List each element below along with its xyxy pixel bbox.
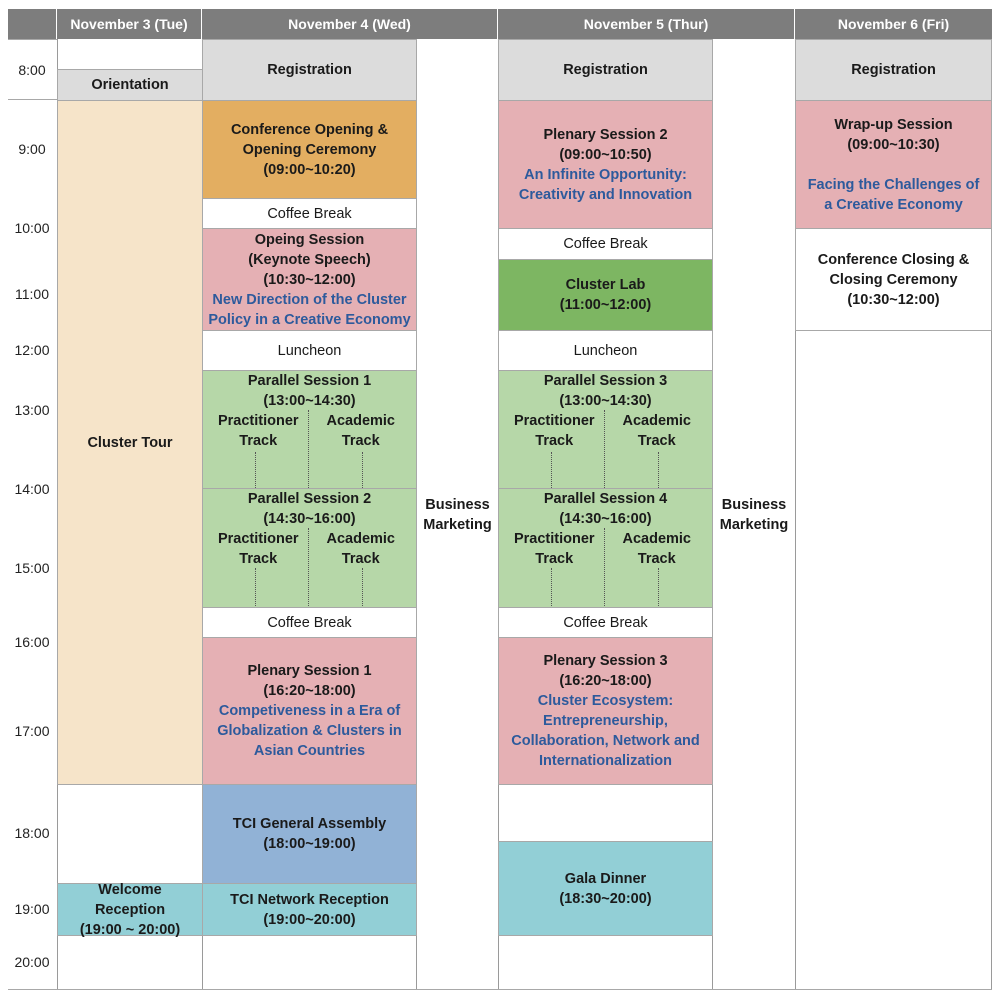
cluster-tour-label: Cluster Tour xyxy=(87,434,173,451)
fri-registration-label: Registration xyxy=(851,62,936,78)
coffee-break-label: Coffee Break xyxy=(563,614,648,631)
practitioner-track: Practitioner Track xyxy=(513,413,595,449)
plenary2-time: (09:00~10:50) xyxy=(559,146,652,163)
time-label: 15:00 xyxy=(14,560,50,576)
ps3-time: (13:00~14:30) xyxy=(559,393,652,409)
cluster-lab-block xyxy=(498,259,713,331)
dotted-divider xyxy=(308,410,309,488)
dotted-divider xyxy=(604,410,605,488)
plenary2-title: Plenary Session 2 xyxy=(543,126,668,143)
practitioner-track: Practitioner Track xyxy=(513,531,595,567)
ps2-time: (14:30~16:00) xyxy=(263,511,356,527)
day-header-nov3: November 3 (Tue) xyxy=(57,9,202,39)
cluster-lab-title: Cluster Lab xyxy=(565,277,646,293)
orientation-block xyxy=(57,69,203,101)
wed-luncheon-block xyxy=(202,330,417,371)
time-label: 16:00 xyxy=(14,634,50,650)
academic-track: Academic Track xyxy=(326,413,395,449)
network-reception-time: (19:00~20:00) xyxy=(263,911,356,928)
thu-coffee-break-1 xyxy=(498,228,713,260)
plenary1-topic-1: Competiveness in a Era of xyxy=(218,703,401,719)
welcome-reception-block xyxy=(57,883,203,936)
opening-time: (09:00~10:20) xyxy=(263,161,356,178)
time-divider xyxy=(8,99,57,100)
ps3-title: Parallel Session 3 xyxy=(543,373,668,389)
plenary3-time: (16:20~18:00) xyxy=(559,673,652,689)
wrapup-title: Wrap-up Session xyxy=(834,116,953,133)
fri-registration-block xyxy=(795,39,992,101)
time-label: 19:00 xyxy=(14,901,50,917)
dotted-divider xyxy=(308,528,309,606)
plenary2-topic-2: Creativity and Innovation xyxy=(518,186,693,203)
plenary1-topic-2: Globalization & Clusters in xyxy=(217,723,402,739)
dotted-divider xyxy=(604,528,605,606)
academic-track: Academic Track xyxy=(326,531,395,567)
dotted-divider xyxy=(362,452,363,488)
wed-coffee-break-2 xyxy=(202,607,417,638)
opening-session-topic-2: Policy in a Creative Economy xyxy=(208,311,411,328)
gala-dinner-title: Gala Dinner xyxy=(564,870,647,887)
coffee-break-label: Coffee Break xyxy=(267,614,352,631)
wrapup-time: (09:00~10:30) xyxy=(847,136,940,153)
ps1-tracks xyxy=(207,411,412,451)
marketing-label: Marketing xyxy=(719,517,789,533)
wed-registration-block xyxy=(202,39,417,101)
coffee-break-label: Coffee Break xyxy=(267,205,352,222)
academic-track: Academic Track xyxy=(622,531,691,567)
opening-session-block xyxy=(202,228,417,331)
ps4-tracks xyxy=(503,529,708,569)
opening-session-time: (10:30~12:00) xyxy=(263,271,356,288)
tci-general-assembly-block xyxy=(202,784,417,884)
parallel-session-3-block xyxy=(498,370,713,489)
academic-track: Academic Track xyxy=(622,413,691,449)
parallel-session-4-block xyxy=(498,488,713,608)
plenary1-title: Plenary Session 1 xyxy=(247,663,372,679)
time-label: 20:00 xyxy=(14,954,50,970)
luncheon-label: Luncheon xyxy=(277,342,342,359)
ps4-time: (14:30~16:00) xyxy=(559,511,652,527)
ps3-tracks xyxy=(503,411,708,451)
wed-registration-label: Registration xyxy=(267,62,352,78)
time-divider xyxy=(8,39,57,40)
tci-network-reception-block xyxy=(202,883,417,936)
opening-session-subtitle: (Keynote Speech) xyxy=(248,251,371,268)
plenary3-topic-1: Cluster Ecosystem: xyxy=(537,693,674,709)
conference-opening-block xyxy=(202,100,417,199)
wed-coffee-break-1 xyxy=(202,198,417,229)
coffee-break-label: Coffee Break xyxy=(563,236,648,252)
plenary-session-1-block xyxy=(202,637,417,785)
network-reception-title: TCI Network Reception xyxy=(230,891,389,908)
plenary-session-3-block xyxy=(498,637,713,785)
cluster-tour-block xyxy=(57,100,203,785)
time-label: 17:00 xyxy=(14,723,50,739)
thu-luncheon-block xyxy=(498,330,713,371)
business-label: Business xyxy=(721,497,787,513)
ps4-title: Parallel Session 4 xyxy=(543,491,668,507)
wed-business-marketing xyxy=(417,490,498,540)
opening-session-title: Opeing Session xyxy=(254,231,365,248)
plenary3-topic-3: Collaboration, Network and xyxy=(511,733,700,749)
opening-title-1: Conference Opening & xyxy=(230,121,389,138)
day-header-nov4: November 4 (Wed) xyxy=(202,9,498,39)
marketing-label: Marketing xyxy=(423,517,492,533)
time-label: 14:00 xyxy=(14,481,50,497)
closing-time: (10:30~12:00) xyxy=(847,291,940,308)
closing-title-2: Closing Ceremony xyxy=(829,271,958,288)
ps2-tracks xyxy=(207,529,412,569)
ps1-time: (13:00~14:30) xyxy=(263,393,356,409)
time-label: 12:00 xyxy=(14,342,50,358)
time-label: 9:00 xyxy=(18,141,46,157)
day-header-nov6: November 6 (Fri) xyxy=(795,9,992,39)
cluster-lab-time: (11:00~12:00) xyxy=(559,297,652,313)
plenary2-topic-1: An Infinite Opportunity: xyxy=(524,166,687,183)
time-label: 10:00 xyxy=(14,220,50,236)
gala-dinner-block xyxy=(498,841,713,936)
conference-closing-block xyxy=(795,228,992,331)
plenary1-topic-3: Asian Countries xyxy=(253,743,366,759)
dotted-divider xyxy=(658,568,659,606)
practitioner-track: Practitioner Track xyxy=(217,413,299,449)
time-label: 8:00 xyxy=(18,62,46,78)
plenary3-title: Plenary Session 3 xyxy=(543,653,668,669)
luncheon-label: Luncheon xyxy=(573,342,638,359)
time-label: 11:00 xyxy=(15,286,49,302)
business-label: Business xyxy=(425,497,490,513)
thu-coffee-break-2 xyxy=(498,607,713,638)
dotted-divider xyxy=(551,452,552,488)
time-header xyxy=(8,9,57,39)
ps2-title: Parallel Session 2 xyxy=(247,491,372,507)
dotted-divider xyxy=(362,568,363,606)
dotted-divider xyxy=(255,568,256,606)
plenary1-time: (16:20~18:00) xyxy=(263,683,356,699)
opening-session-topic-1: New Direction of the Cluster xyxy=(212,291,407,308)
opening-title-2: Opening Ceremony xyxy=(242,141,377,158)
time-label: 18:00 xyxy=(14,825,50,841)
dotted-divider xyxy=(255,452,256,488)
assembly-title: TCI General Assembly xyxy=(232,816,387,832)
bottom-border xyxy=(8,989,992,990)
welcome-reception-time: (19:00 ~ 20:00) xyxy=(79,921,181,938)
wrapup-topic-2: a Creative Economy xyxy=(824,196,963,213)
gala-dinner-time: (18:30~20:00) xyxy=(559,890,652,907)
plenary3-topic-4: Internationalization xyxy=(539,753,672,769)
thu-business-marketing xyxy=(713,490,795,540)
time-label: 13:00 xyxy=(14,402,50,418)
ps1-title: Parallel Session 1 xyxy=(247,373,372,389)
practitioner-track: Practitioner Track xyxy=(217,531,299,567)
day-header-nov5: November 5 (Thur) xyxy=(498,9,795,39)
closing-title-1: Conference Closing & xyxy=(817,251,970,268)
thu-registration-label: Registration xyxy=(563,62,648,78)
plenary3-topic-2: Entrepreneurship, xyxy=(543,713,668,729)
welcome-reception-title: Welcome Reception xyxy=(94,881,166,918)
assembly-time: (18:00~19:00) xyxy=(263,836,356,852)
thu-registration-block xyxy=(498,39,713,101)
parallel-session-1-block xyxy=(202,370,417,489)
parallel-session-2-block xyxy=(202,488,417,608)
wrap-up-session-block xyxy=(795,100,992,229)
orientation-label: Orientation xyxy=(91,77,169,93)
row-divider xyxy=(202,935,417,936)
wrapup-topic-1: Facing the Challenges of xyxy=(807,176,980,193)
plenary-session-2-block xyxy=(498,100,713,229)
dotted-divider xyxy=(551,568,552,606)
dotted-divider xyxy=(658,452,659,488)
